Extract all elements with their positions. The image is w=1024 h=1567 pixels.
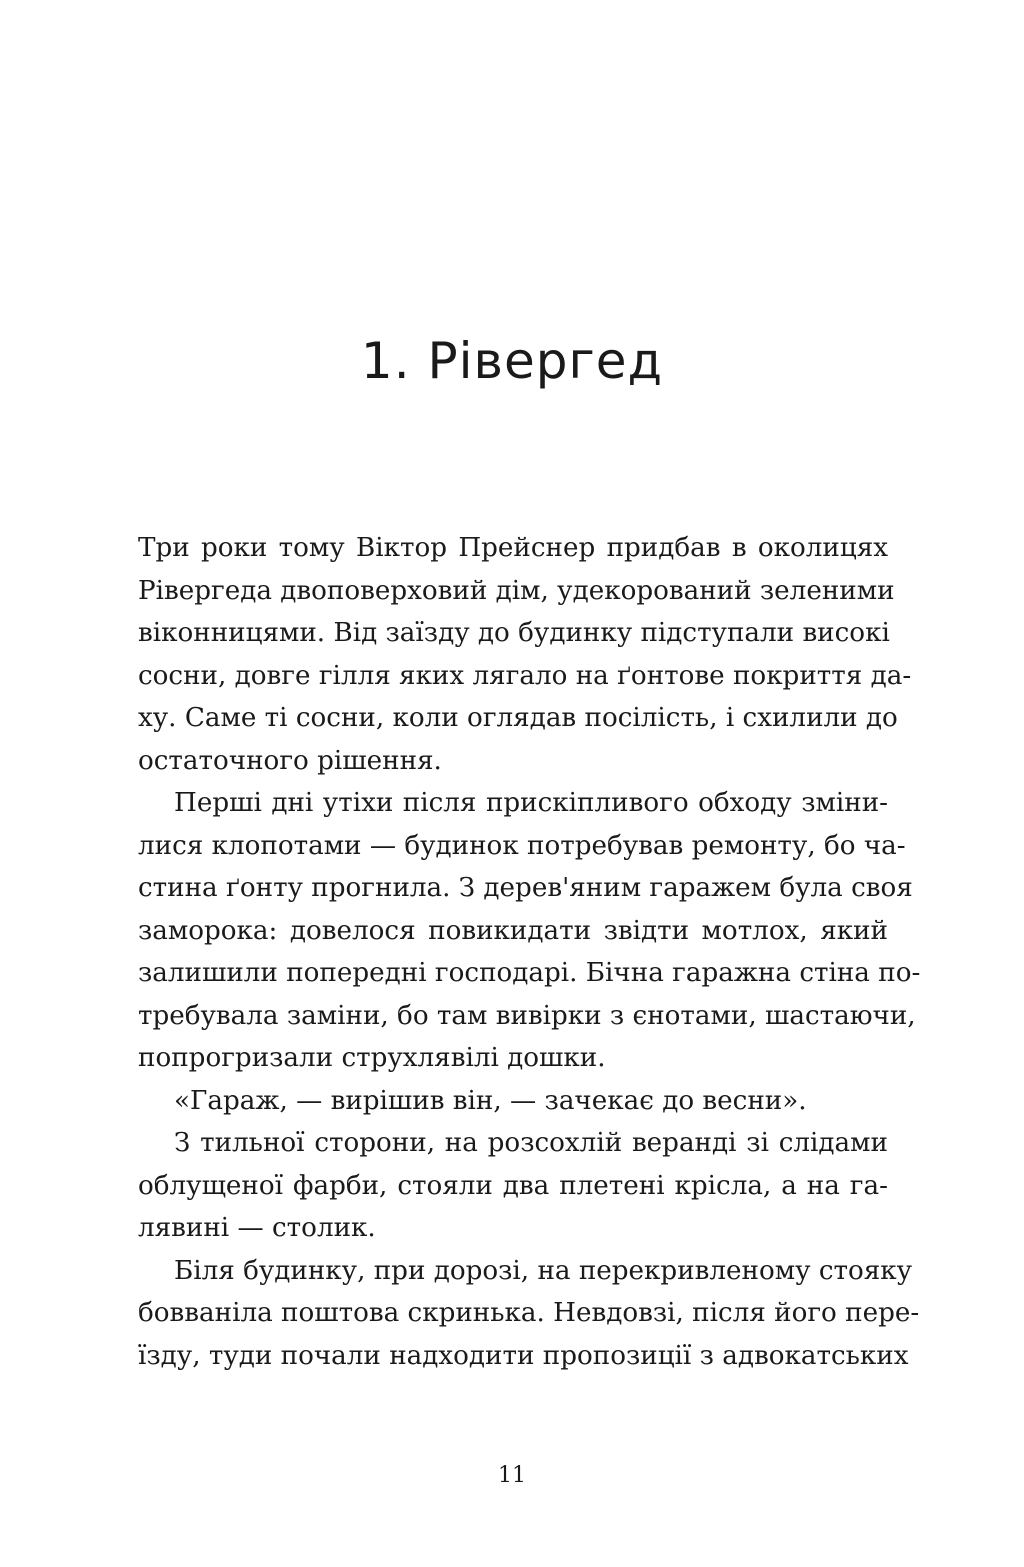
text-line: заморока: довелося повикидати звідти мотлох, який	[138, 915, 888, 946]
text-line: З тильної сторони, на розсохлій веранді зі слідами	[174, 1128, 888, 1158]
text-line: попрогризали струхлявілі дошки.	[138, 1043, 606, 1073]
text-line: облущеної фарби, стояли два плетені крісла, а на га-	[138, 1170, 888, 1201]
text-line: Три роки тому Віктор Прейснер придбав в околицях	[138, 533, 888, 563]
text-line: віконницями. Від заїзду до будинку підступали високі	[138, 618, 890, 648]
chapter-title: 1. Рівергед	[360, 332, 664, 390]
text-line: требувала заміни, бо там вивірки з єнотами, шастаючи,	[138, 1000, 916, 1031]
text-line: лися клопотами — будинок потребував ремонту, бо ча-	[138, 830, 906, 861]
text-line: залишили попередні господарі. Бічна гаражна стіна по-	[138, 958, 921, 988]
text-line: остаточного рішення.	[138, 745, 442, 776]
text-line: Біля будинку, при дорозі, на перекривленому стояку	[174, 1255, 913, 1286]
page-number: 11	[498, 1463, 526, 1488]
text-line: їзду, туди почали надходити пропозиції з адвокатських	[138, 1340, 909, 1371]
text-line: лявині — столик.	[138, 1213, 376, 1243]
text-line: «Гараж, — вирішив він, — зачекає до весни».	[174, 1085, 807, 1116]
chapter-body-text	[138, 527, 921, 1377]
text-line: бовваніла поштова скринька. Невдовзі, після його пере-	[138, 1298, 920, 1328]
text-line: Рівергеда двоповерховий дім, удекорований зеленими	[138, 575, 895, 606]
text-line: ху. Саме ті сосни, коли оглядав посілість, і схилили до	[138, 703, 898, 733]
text-line: Перші дні утіхи після прискіпливого обходу зміни-	[174, 788, 888, 818]
text-line: стина ґонту прогнила. З дерев'яним гаражем була своя	[138, 873, 913, 903]
text-line: сосни, довге гілля яких лягало на ґонтове покриття да-	[138, 660, 912, 691]
